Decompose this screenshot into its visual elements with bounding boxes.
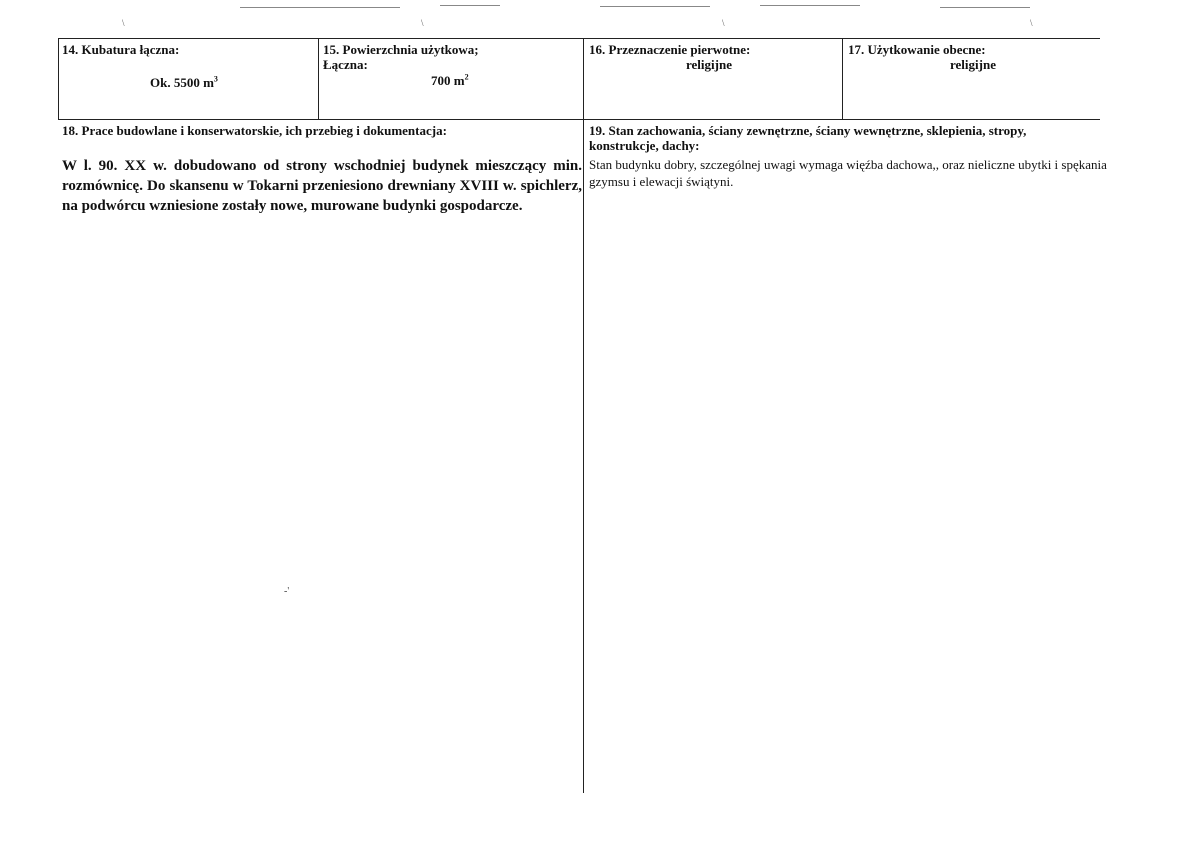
- scan-tick: \: [122, 18, 125, 28]
- field-label: 16. Przeznaczenie pierwotne:: [589, 42, 751, 57]
- stray-pen-mark: -': [284, 586, 290, 597]
- value-text: Ok. 5500 m: [150, 75, 214, 90]
- value-text: 700 m: [431, 73, 465, 88]
- field-value: religijne: [686, 57, 732, 72]
- grid-center-divider: [583, 38, 584, 793]
- scan-line: [760, 5, 860, 6]
- field-label: 14. Kubatura łączna:: [62, 42, 180, 57]
- scan-header-marks: [0, 0, 1198, 36]
- grid-col-divider: [842, 38, 843, 120]
- scan-line: [940, 7, 1030, 8]
- field-label: 15. Powierzchnia użytkowa;: [323, 42, 479, 57]
- value-superscript: 2: [464, 72, 469, 82]
- scan-tick: \: [722, 18, 725, 28]
- field-label-cont: konstrukcje, dachy:: [589, 138, 700, 153]
- scan-tick: \: [1030, 18, 1033, 28]
- scan-line: [440, 5, 500, 6]
- field-label: 18. Prace budowlane i konserwatorskie, ich przebieg i dokumentacja:: [62, 123, 447, 138]
- field-text: W l. 90. XX w. dobudowano od strony wschodniej budynek mieszczący min. rozmównicę. Do skansenu w Tokarni przeniesiono drewniany XVIII w. spichlerz, na podwórcu wzniesione zostały nowe, murowane budynki gospodarcze.: [62, 158, 582, 214]
- field-label: 19. Stan zachowania, ściany zewnętrzne, ściany wewnętrzne, sklepienia, stropy,: [589, 123, 1027, 138]
- grid-col-divider: [318, 38, 319, 120]
- scan-tick: \: [421, 18, 424, 28]
- scan-line: [600, 6, 710, 7]
- field-text: Stan budynku dobry, szczególnej uwagi wymaga więźba dachowa,, oraz nieliczne ubytki i spękania gzymsu i elewacji świątyni.: [589, 157, 1107, 189]
- grid-left-border: [58, 38, 59, 120]
- field-sublabel: Łączna:: [323, 57, 368, 72]
- field-label: 17. Użytkowanie obecne:: [848, 42, 986, 57]
- scan-line: [240, 7, 400, 8]
- field-value: [150, 75, 218, 91]
- field-value: religijne: [950, 57, 996, 72]
- grid-row-divider: [58, 119, 1100, 120]
- value-superscript: 3: [213, 74, 218, 84]
- grid-top-border: [58, 38, 1100, 39]
- field-value: [431, 73, 469, 89]
